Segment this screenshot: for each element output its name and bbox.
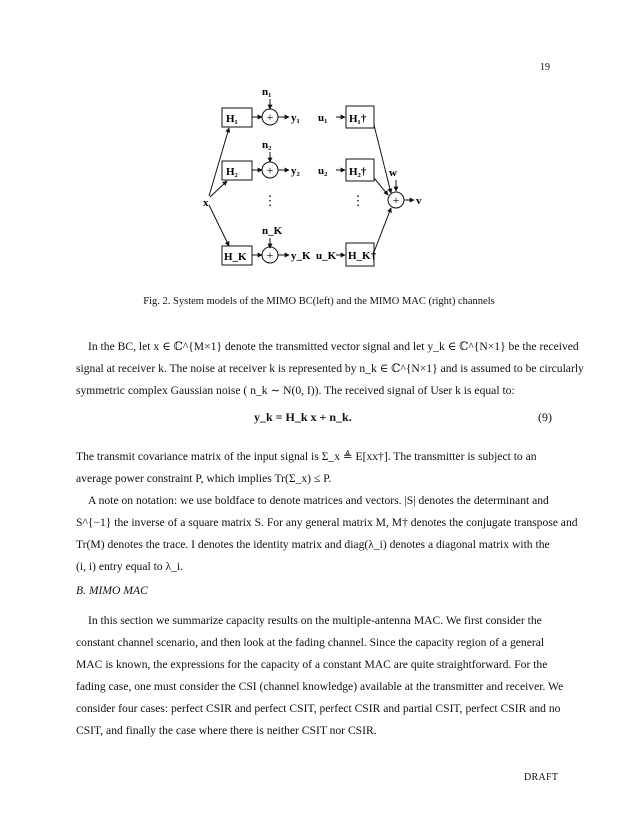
fanout-arrow-K <box>209 205 229 246</box>
fanout-arrow-1 <box>209 128 229 196</box>
svg-text:+: + <box>266 163 274 177</box>
draft-footer: DRAFT <box>524 772 559 783</box>
text-line: CSIT, and finally the case where there is neither CSIT nor CSIR. <box>76 724 377 737</box>
input-label-x: x <box>203 197 209 209</box>
text-line: A note on notation: we use boldface to denote matrices and vectors. |S| denotes the determinant and <box>88 494 549 507</box>
text-line: constant channel scenario, and then look at the fading channel. Since the capacity region of a general <box>76 636 545 649</box>
channel-label-H2-dagger: H₂† <box>349 166 367 178</box>
paragraph-bc-definition <box>76 336 584 402</box>
input-label-u2: u₂ <box>318 165 328 177</box>
equation-number: (9) <box>538 410 552 424</box>
text-line: MAC is known, the expressions for the capacity of a constant MAC are quite straightforward. For the <box>76 658 548 671</box>
noise-label-w: w <box>389 167 397 179</box>
figure-caption: Fig. 2. System models of the MIMO BC(left) and the MIMO MAC (right) channels <box>143 296 495 307</box>
output-label-v: v <box>416 195 422 207</box>
system-model-figure <box>0 0 638 300</box>
paragraph-notation <box>76 490 578 578</box>
text-line: S^{−1} the inverse of a square matrix S. For any general matrix M, M† denotes the conjugate transpose and <box>76 516 578 529</box>
channel-label-HK: H_K <box>224 251 247 263</box>
text-line: consider four cases: perfect CSIR and perfect CSIT, perfect CSIR and partial CSIT, perfect CSIR and no <box>76 702 561 715</box>
text-line: symmetric complex Gaussian noise ( n_k ∼ N(0, I)). The received signal of User k is equal to: <box>76 384 515 397</box>
noise-label-2: n₂ <box>262 139 272 151</box>
input-label-u1: u₁ <box>318 112 328 124</box>
text-line: The transmit covariance matrix of the input signal is Σ_x ≜ E[xx†]. The transmitter is subject to an <box>76 450 537 463</box>
channel-label-H2: H₂ <box>226 166 238 178</box>
svg-text:+: + <box>266 248 274 262</box>
dots-left: ⋮ <box>263 193 277 208</box>
channel-label-HK-dagger: H_K† <box>348 250 377 262</box>
combine-arrow-K <box>374 208 391 252</box>
text-line: In this section we summarize capacity results on the multiple-antenna MAC. We first consider the <box>88 614 542 627</box>
section-title: B. MIMO MAC <box>76 584 148 597</box>
paragraph-mimo-mac <box>76 610 564 742</box>
output-label-y1: y₁ <box>291 112 300 124</box>
svg-text:+: + <box>392 193 400 207</box>
text-line: Tr(M) denotes the trace. I denotes the identity matrix and diag(λ_i) denotes a diagonal matrix with the <box>76 538 550 551</box>
equation-expression: y_k = H_k x + n_k. <box>254 410 352 424</box>
page-number: 19 <box>540 62 550 73</box>
channel-label-H1: H₁ <box>226 113 238 125</box>
noise-label-K: n_K <box>262 225 283 237</box>
text-line: average power constraint P, which implies Tr(Σ_x) ≤ P. <box>76 472 332 485</box>
text-line: signal at receiver k. The noise at receiver k is represented by n_k ∈ ℂ^{N×1} and is assumed to be circularly <box>76 362 584 375</box>
text-line: (i, i) entry equal to λ_i. <box>76 560 184 573</box>
output-label-y2: y₂ <box>291 165 300 177</box>
text-line: fading case, one must consider the CSI (channel knowledge) available at the transmitter and receiver. We <box>76 680 564 693</box>
noise-label-1: n₁ <box>262 86 272 98</box>
input-label-uK: u_K <box>316 250 337 262</box>
dots-right: ⋮ <box>351 193 365 208</box>
combine-arrow-2 <box>374 178 388 195</box>
channel-label-H1-dagger: H₁† <box>349 113 367 125</box>
output-label-yK: y_K <box>291 250 311 262</box>
text-line: In the BC, let x ∈ ℂ^{M×1} denote the transmitted vector signal and let y_k ∈ ℂ^{N×1} be the received <box>88 340 579 353</box>
combine-arrow-1 <box>374 125 391 193</box>
paragraph-transmit-covariance <box>76 446 552 490</box>
svg-text:+: + <box>266 110 274 124</box>
